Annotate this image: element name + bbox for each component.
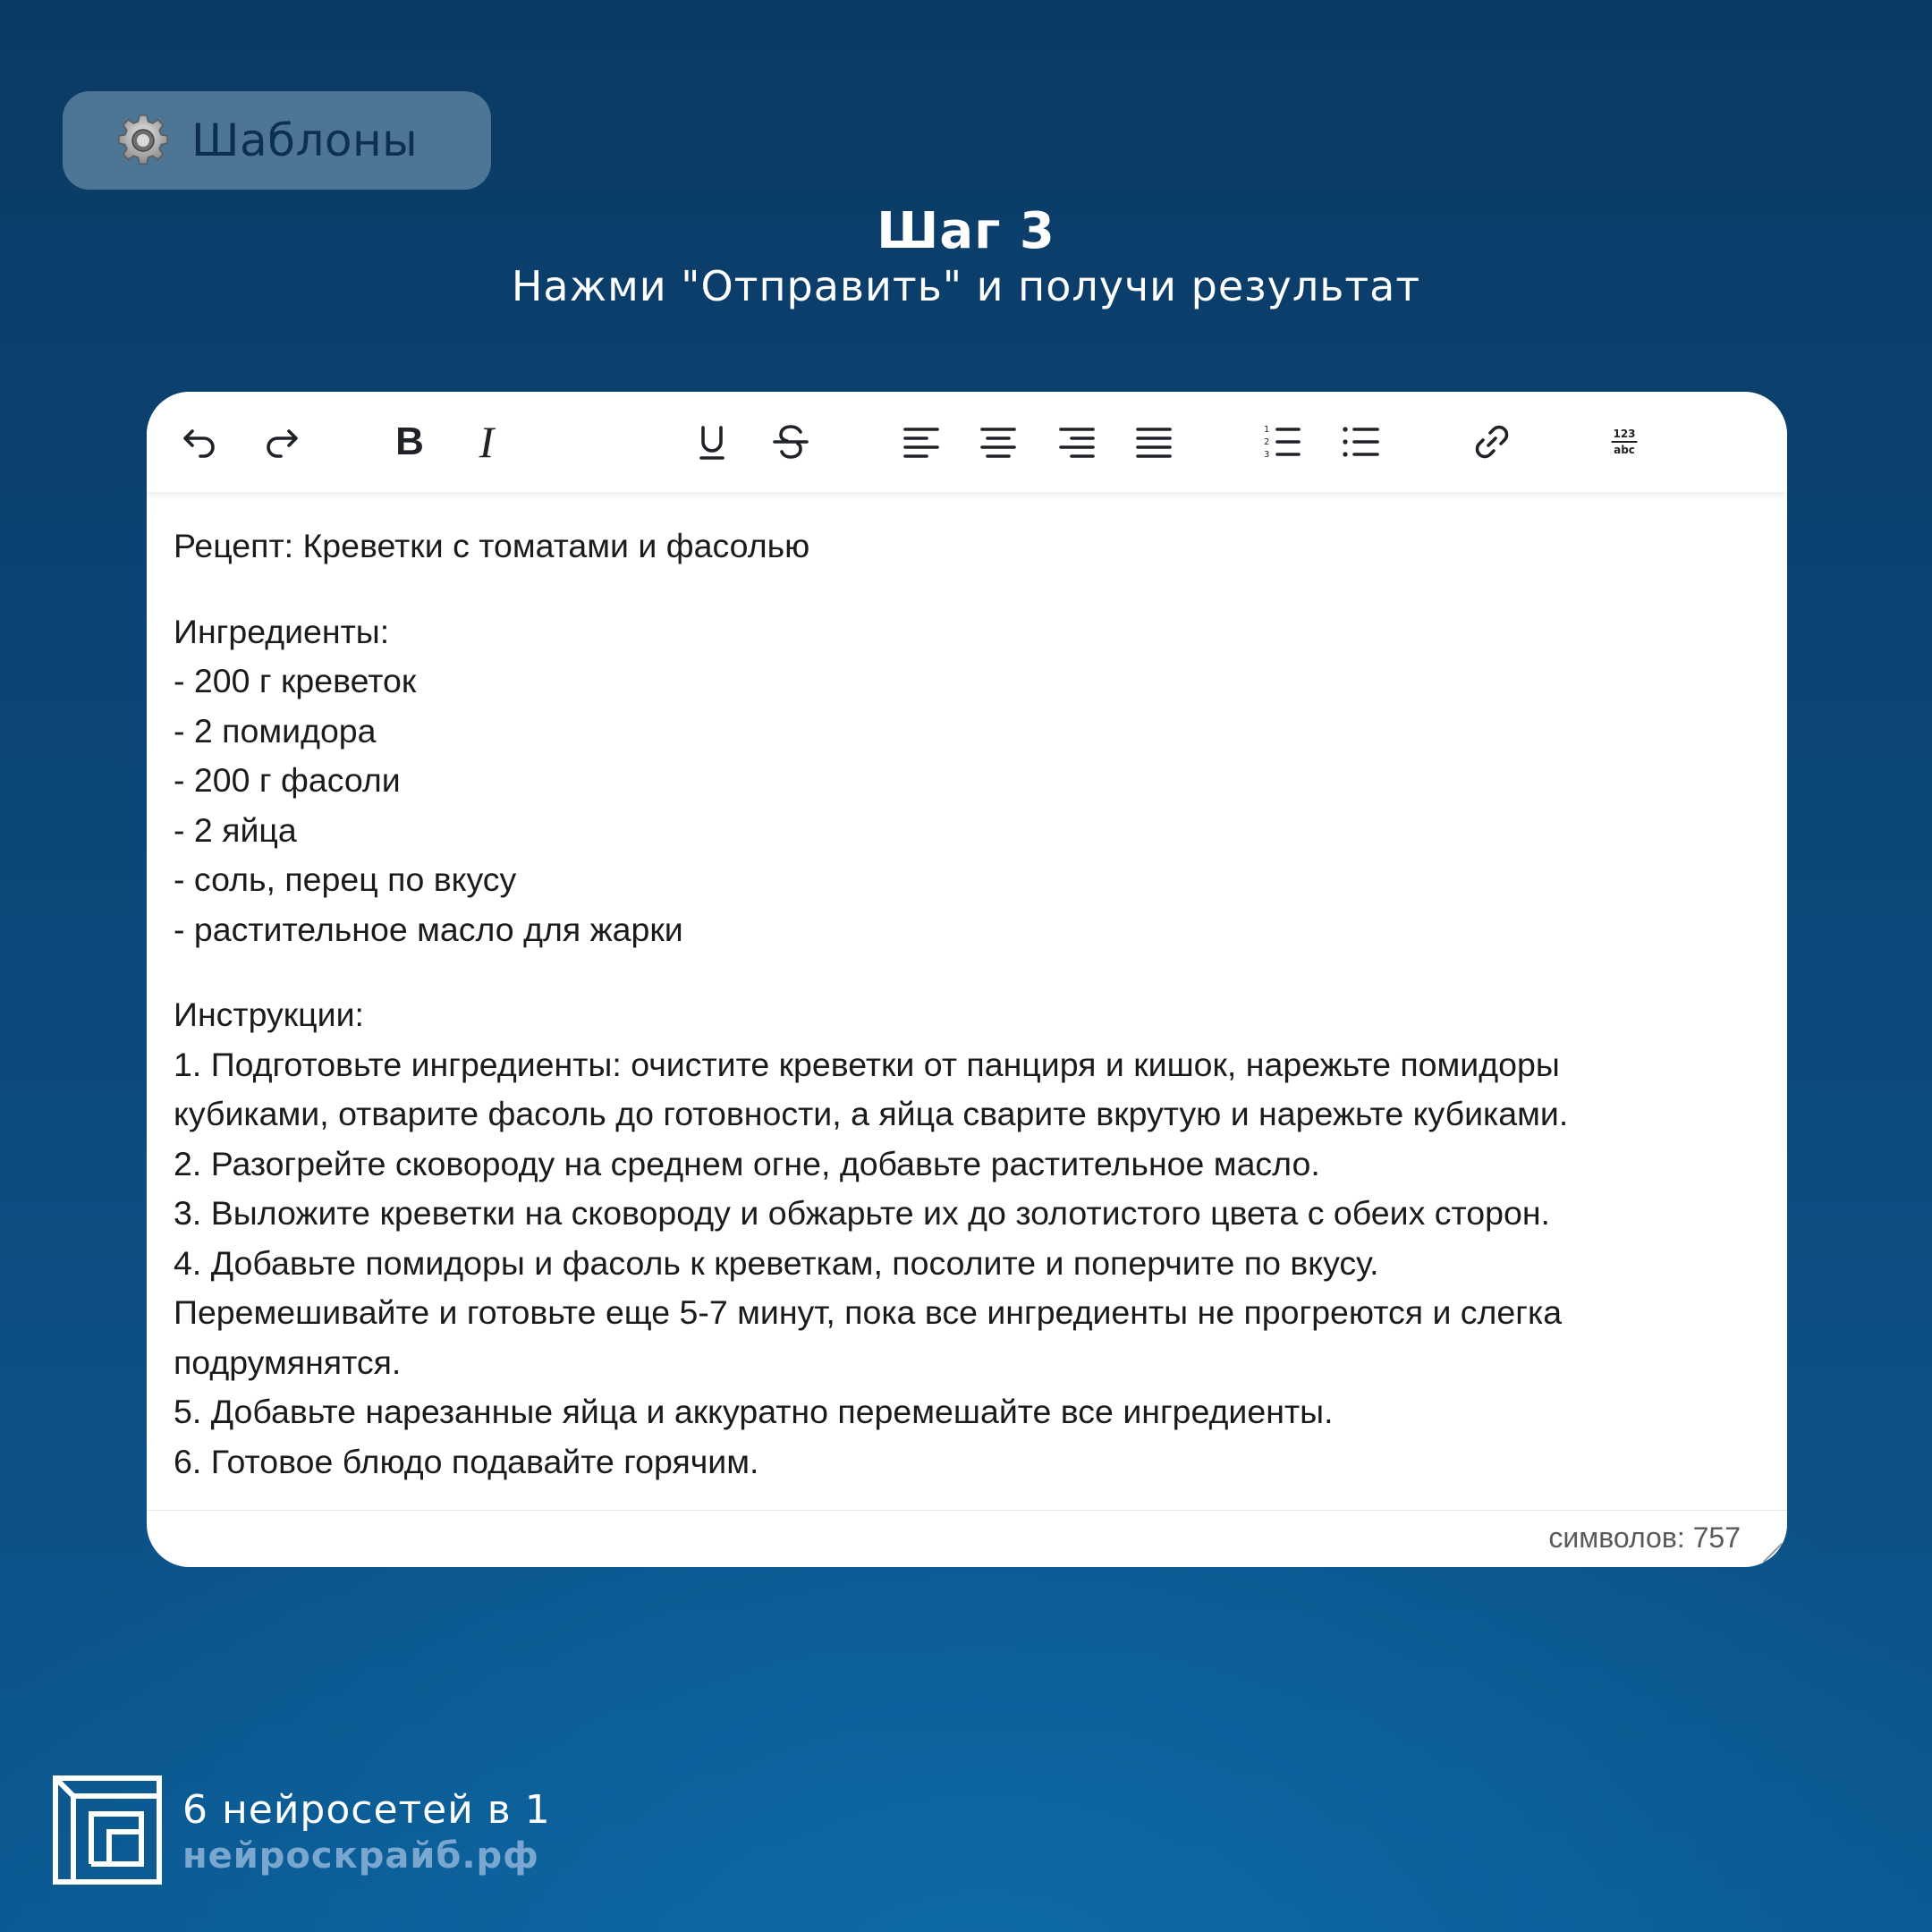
brand-logo-icon (52, 1775, 163, 1885)
italic-button[interactable] (462, 417, 512, 467)
editor-toolbar (147, 392, 1787, 492)
step-title: Шаг 3 (877, 202, 1055, 260)
svg-text:2: 2 (1264, 437, 1270, 447)
recipe-title: Рецепт: Креветки с томатами и фасолью (174, 527, 810, 564)
svg-text:123: 123 (1613, 428, 1636, 441)
bullet-list-button[interactable] (1336, 417, 1386, 467)
svg-text:1: 1 (1264, 425, 1270, 435)
align-center-button[interactable] (973, 417, 1023, 467)
align-justify-button[interactable] (1129, 417, 1179, 467)
instruction-line: 4. Добавьте помидоры и фасоль к креветкам, посолите и поперчите по вкусу. (174, 1243, 1379, 1282)
instruction-line: 1. Подготовьте ингредиенты: очистите креветки от панциря и кишок, нарежьте помидоры (174, 1045, 1560, 1083)
brand-url[interactable]: нейроскрайб.рф (182, 1835, 539, 1877)
link-icon (1470, 420, 1513, 463)
underline-button[interactable] (687, 417, 737, 467)
ingredients-heading: Ингредиенты: (174, 612, 390, 650)
align-right-button[interactable] (1052, 417, 1102, 467)
align-left-icon (900, 420, 943, 463)
ingredient-line: - 200 г фасоли (174, 761, 401, 799)
character-counter: символов: 757 (1548, 1521, 1741, 1554)
instructions-heading: Инструкции: (174, 996, 364, 1033)
editor-footer (147, 1510, 1787, 1567)
instruction-line: 5. Добавьте нарезанные яйца и аккуратно перемешайте все ингредиенты. (174, 1393, 1334, 1430)
templates-label: Шаблоны (191, 114, 419, 166)
ingredient-line: - 2 яйца (174, 810, 297, 849)
ingredient-line: - 2 помидора (174, 711, 377, 750)
instruction-line: кубиками, отварите фасоль до готовности, а яйца сварите вкрутую и нарежьте кубиками. (174, 1095, 1569, 1132)
text-case-icon (1603, 420, 1646, 463)
bold-icon: B (395, 419, 424, 463)
text-editor (147, 392, 1787, 1567)
bullet-list-icon (1340, 420, 1383, 463)
resize-handle-icon[interactable] (1760, 1540, 1784, 1563)
bold-button[interactable] (385, 417, 435, 467)
instruction-line: Перемешивайте и готовьте еще 5-7 минут, пока все ингредиенты не прогреются и слегка (174, 1293, 1563, 1331)
align-justify-icon (1132, 420, 1175, 463)
editor-text-area[interactable] (174, 521, 1766, 1567)
instruction-line: 3. Выложите креветки на сковороду и обжарьте их до золотистого цвета с обеих сторон. (174, 1194, 1550, 1232)
svg-text:abc: abc (1614, 443, 1635, 456)
undo-button[interactable] (175, 417, 225, 467)
underline-icon (691, 420, 733, 463)
brand-title: 6 нейросетей в 1 (182, 1787, 551, 1833)
italic-icon: I (479, 417, 495, 467)
templates-button[interactable] (63, 91, 491, 190)
align-left-button[interactable] (896, 417, 946, 467)
instruction-line: 2. Разогрейте сковороду на среднем огне, добавьте растительное масло. (174, 1144, 1320, 1182)
ordered-list-icon (1261, 420, 1304, 463)
text-case-button[interactable] (1597, 417, 1651, 467)
undo-icon (179, 420, 222, 463)
redo-button[interactable] (256, 417, 306, 467)
ordered-list-button[interactable] (1258, 417, 1308, 467)
step-subtitle: Нажми "Отправить" и получи результат (511, 262, 1421, 310)
svg-text:3: 3 (1264, 450, 1270, 460)
ingredient-line: - соль, перец по вкусу (174, 860, 517, 898)
strikethrough-icon (769, 420, 812, 463)
ingredient-line: - 200 г креветок (174, 662, 417, 699)
instruction-line: 6. Готовое блюдо подавайте горячим. (174, 1442, 759, 1480)
redo-icon (259, 420, 302, 463)
align-right-icon (1055, 420, 1098, 463)
strikethrough-button[interactable] (766, 417, 816, 467)
ingredient-line: - растительное масло для жарки (174, 910, 683, 948)
gear-icon (114, 112, 172, 169)
align-center-icon (977, 420, 1020, 463)
instruction-line: подрумянятся. (174, 1343, 402, 1381)
link-button[interactable] (1467, 417, 1517, 467)
